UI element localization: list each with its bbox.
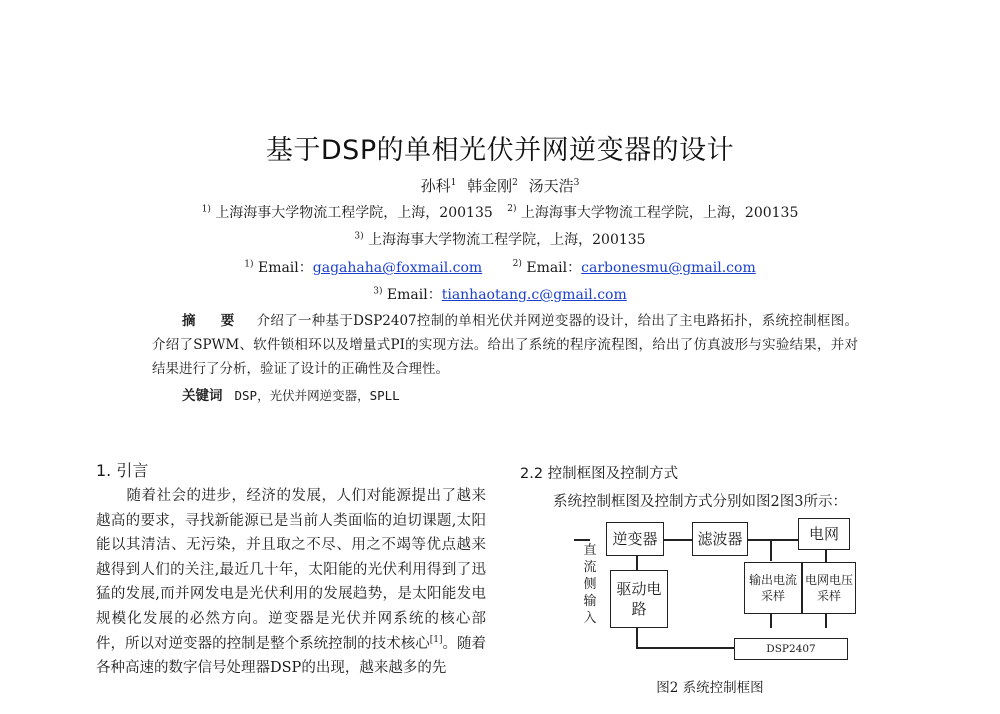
- filter-box: 滤波器: [692, 522, 748, 556]
- email-line: [0, 257, 1000, 277]
- connector-line: [636, 626, 638, 648]
- author-sup: 3: [573, 178, 580, 188]
- email-link[interactable]: tianhaotang.c@gmail.com: [441, 287, 627, 303]
- affiliation-sup: 3): [354, 231, 364, 242]
- affiliation-text: 上海海事大学物流工程学院，上海，200135: [520, 205, 799, 221]
- email-sup: 1): [244, 259, 254, 270]
- connector-line: [636, 554, 638, 570]
- keywords-label: 关键词: [182, 388, 223, 404]
- author-name: 汤天浩: [528, 177, 574, 195]
- abstract: [152, 309, 858, 381]
- keywords-text: DSP，光伏并网逆变器，SPLL: [234, 388, 400, 403]
- driver-box: 驱动电路: [610, 570, 668, 628]
- connector-line: [770, 541, 772, 561]
- connector-line: [664, 539, 692, 541]
- affiliation-line: [0, 202, 1000, 222]
- author-line: [0, 175, 1000, 196]
- author-name: 孙科: [420, 177, 451, 195]
- connector-line: [746, 539, 798, 541]
- affiliation-sup: 2): [507, 204, 517, 215]
- email-sup: 3): [373, 286, 383, 297]
- email-sup: 2): [512, 259, 522, 270]
- abstract-label: 摘 要: [182, 313, 245, 329]
- dsp-box: DSP2407: [734, 638, 848, 660]
- section-2-2-heading: 2.2 控制框图及控制方式: [520, 466, 679, 482]
- section-1-heading: 1. 引言: [96, 461, 149, 480]
- email-line: [0, 284, 1000, 304]
- grid-voltage-sampling-box: 电网电压采样: [802, 562, 856, 614]
- keywords: [182, 384, 400, 404]
- connector-line: [825, 614, 827, 628]
- email-label: Email：: [386, 287, 442, 303]
- affiliation-text: 上海海事大学物流工程学院，上海，200135: [215, 205, 493, 221]
- connector-line: [636, 647, 734, 649]
- email-label: Email：: [526, 260, 582, 276]
- connector-line: [574, 539, 590, 541]
- section-2-2-text: 系统控制框图及控制方式分别如图2图3所示：: [553, 494, 847, 510]
- email-label: Email：: [257, 260, 313, 276]
- email-link[interactable]: gagahaha@foxmail.com: [312, 260, 483, 276]
- abstract-text: 介绍了一种基于DSP2407控制的单相光伏并网逆变器的设计，给出了主电路拓扑，系统控制框图。介绍了SPWM、软件锁相环以及增量式PI的实现方法。给出了系统的程序流程图，给出了仿真波形与实验结果，并对结果进行了分析，验证了设计的正确性及合理性。: [152, 313, 858, 377]
- affiliation-sup: 1): [201, 204, 211, 215]
- section-1-text: 随着社会的进步，经济的发展，人们对能源提出了越来越高的要求，寻找新能源已是当前人类面临的迫切课题,太阳能以其清洁、无污染，并且取之不尽、用之不竭等优点越来越得到人们的关注,最近几十年，太阳能的光伏利用得到了迅猛的发展,而并网发电是光伏利用的发展趋势，是太阳能发电规模化发展的必然方向。逆变器是光伏并网系统的核心部件，所以对逆变器的控制是整个系统控制的技术核心: [96, 488, 486, 652]
- connector-line: [770, 614, 772, 628]
- dc-input-label: 直流侧输入: [583, 543, 597, 626]
- control-block-diagram: [560, 512, 860, 672]
- affiliation-line: [0, 229, 1000, 249]
- section-1-text-continued: 。随着各种高速的数字信号处理器DSP的出现，越来越多的先: [96, 635, 487, 677]
- figure-caption: 图2 系统控制框图: [656, 680, 764, 696]
- connector-line: [825, 548, 827, 562]
- affiliation-text: 上海海事大学物流工程学院，上海，200135: [368, 232, 646, 248]
- section-1-body: [96, 484, 486, 681]
- grid-box: 电网: [798, 518, 850, 550]
- inverter-box: 逆变器: [606, 522, 664, 556]
- author-sup: 1: [450, 178, 457, 188]
- email-link[interactable]: carbonesmu@gmail.com: [581, 260, 756, 276]
- author-sup: 2: [512, 178, 518, 188]
- author-name: 韩金刚: [467, 177, 513, 195]
- output-current-sampling-box: 输出电流采样: [744, 562, 802, 614]
- paper-title: 基于DSP的单相光伏并网逆变器的设计: [265, 135, 735, 166]
- citation[interactable]: [1]: [429, 634, 443, 645]
